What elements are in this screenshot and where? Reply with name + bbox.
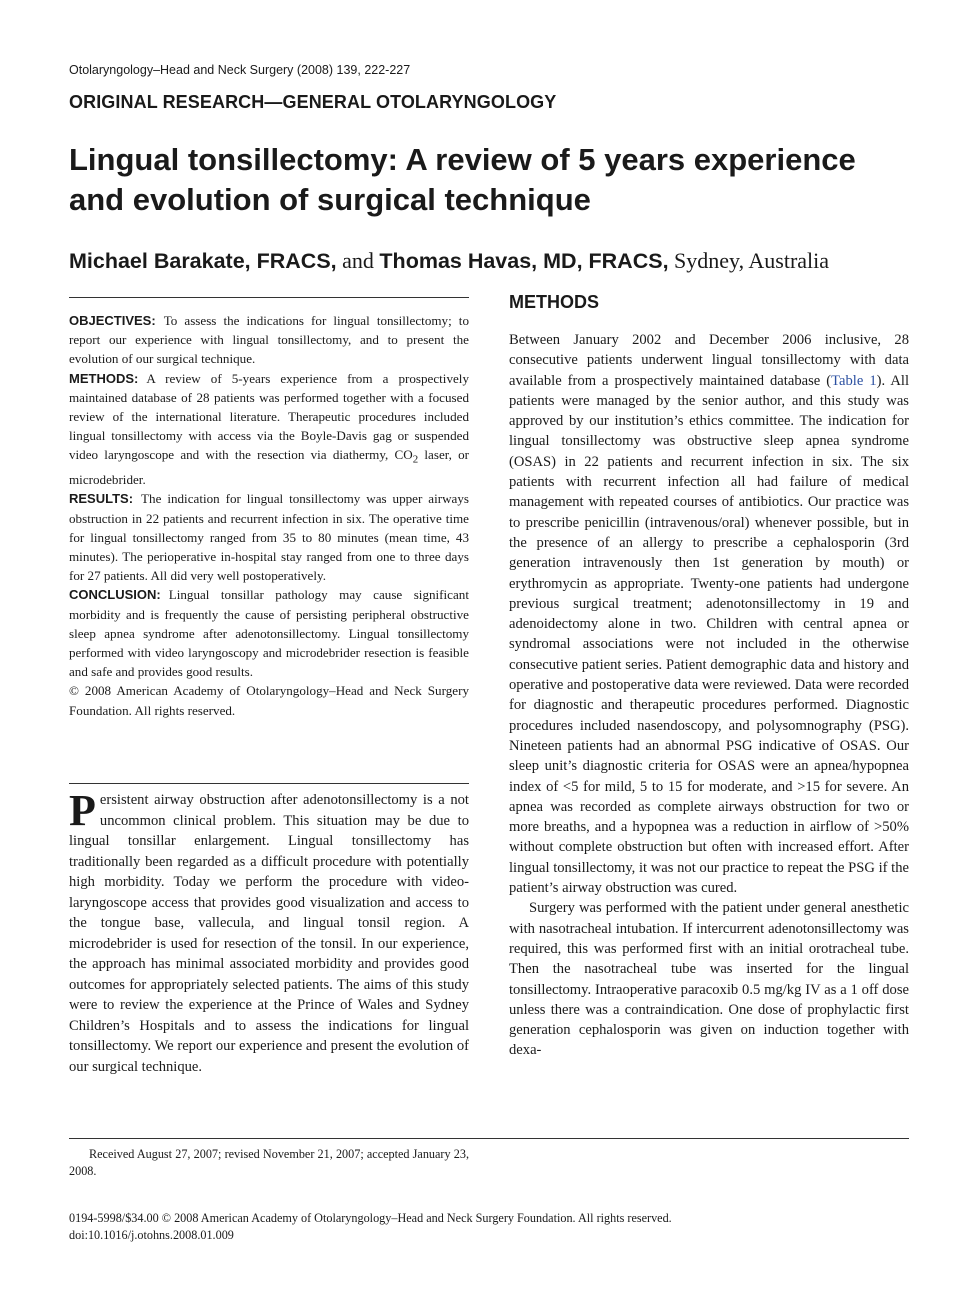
author-2: Thomas Havas, MD, FRACS, xyxy=(379,249,669,273)
objectives-text: To assess the indications for lingual tonsillectomy; to report our experience with lingual tonsillectomy, and to present the evolution of our surgical technique. xyxy=(69,313,469,367)
conclusion-text: Lingual tonsillar pathology may cause significant morbidity and is frequently the cause of persisting peripheral obstructive sleep apnea syndrome after adenotonsillectomy. Lingual tonsillectomy performed with video laryngoscopy and microdebrider resection is feasible and safe and provides good results. xyxy=(69,587,469,680)
abstract-results xyxy=(69,489,469,585)
doi-line: doi:10.1016/j.otohns.2008.01.009 xyxy=(69,1228,234,1242)
introduction xyxy=(69,786,469,1077)
author-1: Michael Barakate, FRACS, xyxy=(69,249,337,273)
abstract-objectives xyxy=(69,311,469,369)
methods-label: METHODS: xyxy=(69,370,139,386)
footer-copyright xyxy=(69,1210,672,1244)
section-label: ORIGINAL RESEARCH—GENERAL OTOLARYNGOLOGY xyxy=(69,92,557,112)
article-title: Lingual tonsillectomy: A review of 5 years experience and evolution of surgical technique xyxy=(69,142,856,217)
author-line xyxy=(69,248,829,274)
results-text: The indication for lingual tonsillectomy was upper airways obstruction in 22 patients and recurrent infection in six. The operative time for lingual tonsillectomy ranged from 35 to 80 minutes (mean time, 43 minutes). The perioperative in-hospital stay ranged from one to three days for 27 patients. All did very well postoperatively. xyxy=(69,491,469,584)
conclusion-label: CONCLUSION: xyxy=(69,587,161,603)
author-conjunction: and xyxy=(336,248,380,273)
footer-rule xyxy=(69,1138,909,1139)
intro-text: ersistent airway obstruction after adenotonsillectomy is a not uncommon clinical problem. This situation may be due to lingual tonsillar enlargement. Lingual tonsillectomy has traditionally been regarded as a difficult procedure with potentially high morbidity. Today we perform the procedure with video-laryngoscope access that provides good visualization and access to the tongue base, vallecula, and lingual tonsil region. A microdebrider is used for resection of the tonsil. In our experience, the approach has minimal associated morbidity and provides good outcomes for appropriately selected patients. The aims of this study were to review the experience at the Prince of Wales and Sydney Children’s Hospitals and to assess the indications for lingual tonsillectomy. We report our experience and present the evolution of our surgical technique. xyxy=(69,792,469,1075)
abstract-copyright: © 2008 American Academy of Otolaryngology–Head and Neck Surgery Foundation. All rights reserved. xyxy=(69,683,469,718)
journal-citation: Otolaryngology–Head and Neck Surgery (2008) 139, 222-227 xyxy=(69,63,411,77)
results-label: RESULTS: xyxy=(69,491,134,507)
abstract-conclusion xyxy=(69,585,469,681)
methods-text: A review of 5-years experience from a prospectively maintained database of 28 patients was performed together with a focused review of the international literature. Therapeutic procedures included lingual tonsillectomy with access via the Boyle-Davis gag or suspended video laryngoscope and with the resection via diathermy, CO xyxy=(69,370,469,463)
methods-section xyxy=(509,330,909,1061)
drop-cap: P xyxy=(69,786,96,835)
received-dates: Received August 27, 2007; revised November 21, 2007; accepted January 23, 2008. xyxy=(69,1147,469,1178)
abstract-top-rule xyxy=(69,297,469,298)
table-1-link[interactable]: Table 1 xyxy=(831,372,877,389)
methods-paragraph-1 xyxy=(509,330,909,898)
methods-p1-start: Between January 2002 and December 2006 inclusive, 28 consecutive patients underwent lingual tonsillectomy with data available from a prospectively maintained database ( xyxy=(509,332,909,389)
author-location: Sydney, Australia xyxy=(668,248,830,273)
issn-copyright-line: 0194-5998/$34.00 © 2008 American Academy of Otolaryngology–Head and Neck Surgery Foundation. All rights reserved. xyxy=(69,1211,672,1225)
methods-heading: METHODS xyxy=(509,292,599,312)
objectives-label: OBJECTIVES: xyxy=(69,313,156,328)
abstract xyxy=(69,311,469,720)
methods-p1-end: ). All patients were managed by the senior author, and this study was approved by our institution’s ethics committee. The indication for lingual tonsillectomy was obstructive sleep apnea syndrome (OSAS) in 22 patients and recurrent infection in six. The six patients with recurrent infection all had failure of medical management with repeated courses of antibiotics. Our practice was to prescribe penicillin (intravenous/oral) whenever possible, but in the presence of an allergy to prescribe a cephalosporin (3rd generation intravenously then 1st generation by mouth) or erythromycin as appropriate. Twenty-one patients had undergone previous surgical treatment; adenotonsillectomy in 19 and adenoidectomy alone in two. Children with central apnea or syndromal associations were not included in the otherwise consecutive patient series. Patient demographic data and history and operative and postoperative data were reviewed. Data were recorded for diagnostic and therapeutic procedures performed. Diagnostic procedures included nasendoscopy, and polysomnography (PSG). Nineteen patients had an abnormal PSG indicative of OSAS. Our sleep unit’s diagnostic criteria for OSAS were an apnea/hypopnea index of <5 for mild, 5 to 15 for moderate, and >15 for severe. An apnea was recorded as complete airways obstruction for two or more breaths, and a hypopnea was a reduction in airflow of >50% without complete obstruction but often with increased effort. After lingual tonsillectomy, it was not our practice to repeat the PSG if the patient’s airway obstruction was cured. xyxy=(509,372,909,897)
abstract-bottom-rule xyxy=(69,783,469,784)
abstract-methods xyxy=(69,369,469,490)
methods-paragraph-2: Surgery was performed with the patient under general anesthetic with nasotracheal intubation. If intercurrent adenotonsillectomy was required, this was performed first with an initial orotracheal tube. Then the nasotracheal tube was inserted for the lingual tonsillectomy. Intraoperative paracoxib 0.5 mg/kg IV as a 1 off dose unless there was a contraindication. One dose of prophylactic first generation cephalosporin was given on induction together with dexa- xyxy=(509,900,909,1059)
co2-subscript: 2 xyxy=(412,454,419,467)
methods-text-end: laser, or microdebrider. xyxy=(69,447,469,488)
